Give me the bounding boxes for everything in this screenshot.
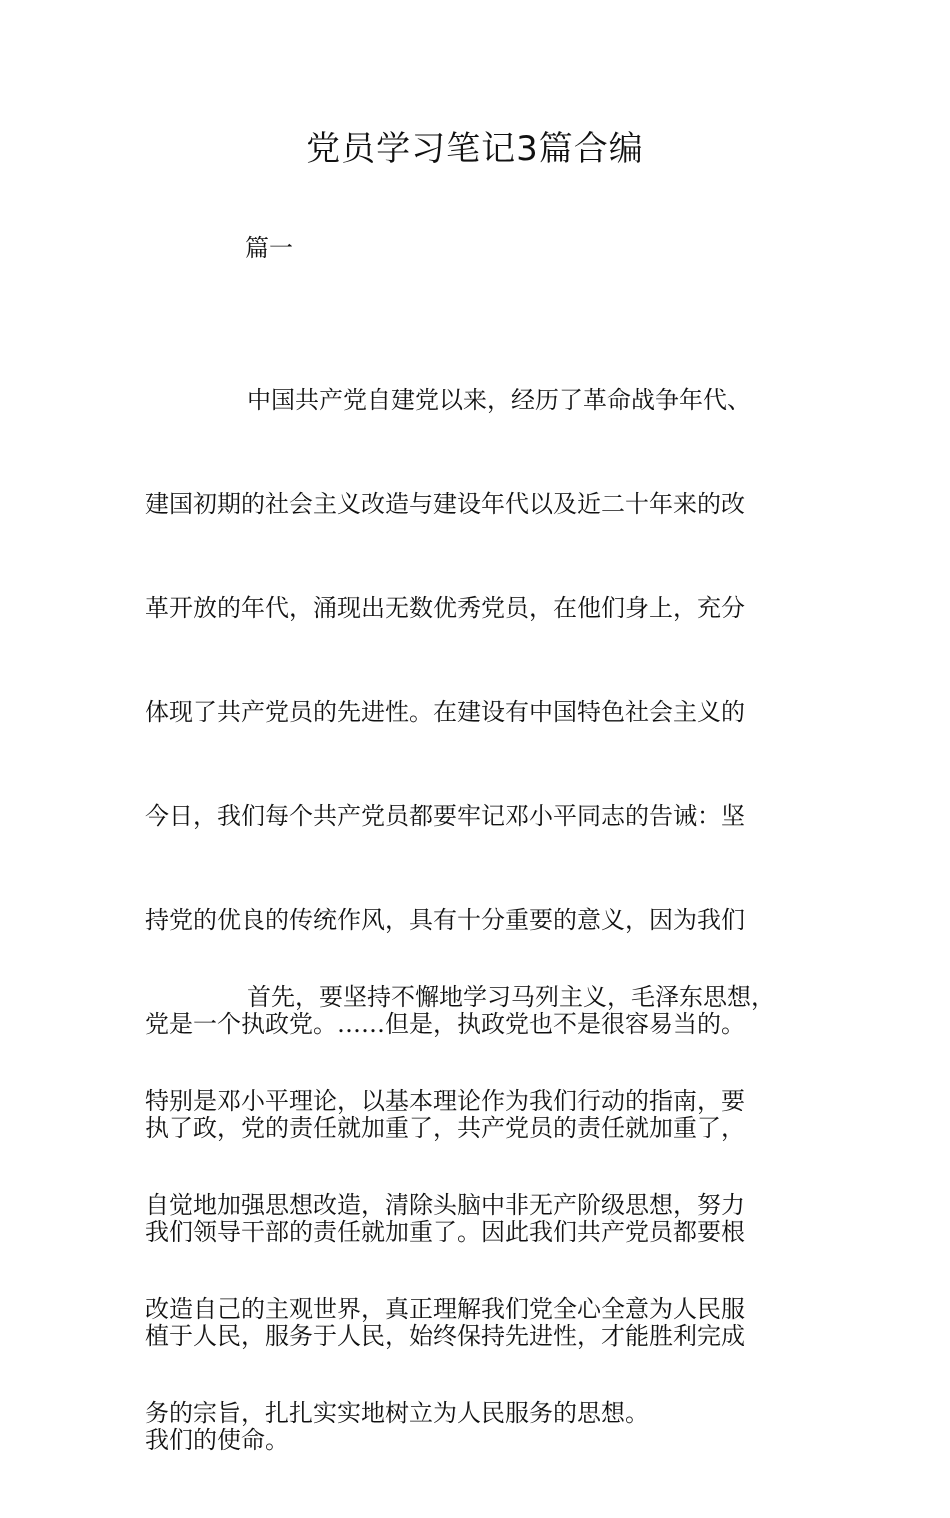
paragraph-line: 首先，要坚持不懈地学习马列主义，毛泽东思想， (247, 983, 775, 1011)
paragraph-line: 植于人民，服务于人民，始终保持先进性，才能胜利完成 (145, 1322, 745, 1350)
paragraph-line: 持党的优良的传统作风，具有十分重要的意义，因为我们 (145, 906, 745, 934)
paragraph-line: 我们领导干部的责任就加重了。因此我们共产党员都要根 (145, 1218, 745, 1246)
paragraph-line: 务的宗旨，扎扎实实地树立为人民服务的思想。 (145, 1399, 649, 1427)
paragraph-line: 今日，我们每个共产党员都要牢记邓小平同志的告诫：坚 (145, 802, 745, 830)
paragraph-2 (145, 919, 825, 1491)
paragraph-line: 特别是邓小平理论，以基本理论作为我们行动的指南，要 (145, 1087, 745, 1115)
paragraph-line: 我们的使命。 (145, 1426, 289, 1454)
document-title: 党员学习笔记3篇合编 (306, 129, 644, 169)
paragraph-line: 党是一个执政党。……但是，执政党也不是很容易当的。 (145, 1010, 745, 1038)
paragraph-line: 中国共产党自建党以来，经历了革命战争年代、 (247, 386, 751, 414)
paragraph-line: 改造自己的主观世界，真正理解我们党全心全意为人民服 (145, 1295, 745, 1323)
paragraph-line: 执了政，党的责任就加重了，共产党员的责任就加重了， (145, 1114, 745, 1142)
paragraph-line: 自觉地加强思想改造，清除头脑中非无产阶级思想，努力 (145, 1191, 745, 1219)
paragraph-line: 建国初期的社会主义改造与建设年代以及近二十年来的改 (145, 490, 745, 518)
section-label: 篇一 (245, 234, 293, 262)
paragraph-line: 体现了共产党员的先进性。在建设有中国特色社会主义的 (145, 698, 745, 726)
paragraph-line: 革开放的年代，涌现出无数优秀党员，在他们身上，充分 (145, 594, 745, 622)
